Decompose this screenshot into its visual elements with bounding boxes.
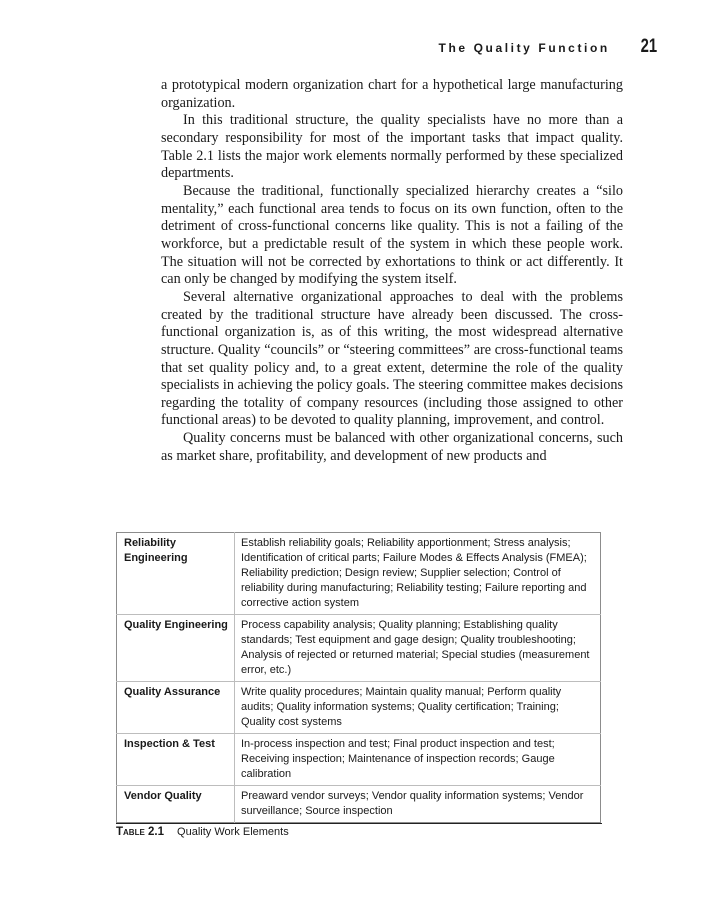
- work-elements-cell: Preaward vendor surveys; Vendor quality information systems; Vendor surveillance; Source inspection: [235, 786, 601, 823]
- table-row: [117, 786, 601, 823]
- department-cell: Inspection & Test: [117, 734, 235, 786]
- paragraph: Because the traditional, functionally specialized hierarchy creates a “silo mentality,” each functional area tends to focus on its own function, often to the detriment of cross-functional concerns like quality. This is not a failing of the workforce, but a predictable result of the system in which these people work. The situation will not be corrected by exhortations to think or act differently. It can only be changed by modifying the system itself.: [161, 182, 623, 288]
- running-head: [439, 36, 657, 56]
- table: [116, 532, 601, 823]
- table-row: [117, 682, 601, 734]
- table-row: [117, 533, 601, 615]
- work-elements-cell: In-process inspection and test; Final product inspection and test; Receiving inspection; Maintenance of inspection records; Gauge calibration: [235, 734, 601, 786]
- caption-rule: [116, 823, 602, 824]
- table-caption-label: Table 2.1: [116, 826, 164, 838]
- table-row: [117, 734, 601, 786]
- quality-work-elements-table: [116, 532, 601, 823]
- table-caption-text: Quality Work Elements: [177, 826, 289, 838]
- work-elements-cell: Process capability analysis; Quality planning; Establishing quality standards; Test equipment and gage design; Quality troubleshooting; Analysis of rejected or returned material; Special studies (measurement error, etc.): [235, 615, 601, 682]
- paragraph: Quality concerns must be balanced with other organizational concerns, such as market share, profitability, and development of new products and: [161, 430, 623, 464]
- work-elements-cell: Establish reliability goals; Reliability apportionment; Stress analysis; Identification of critical parts; Failure Modes & Effects Analysis (FMEA); Reliability prediction; Design review; Supplier selection; Control of reliability during manufacturing; Reliability testing; Failure reporting and corrective action system: [241, 537, 587, 609]
- department-cell: Quality Assurance: [117, 682, 235, 734]
- page-number: 21: [640, 36, 657, 57]
- body-text: [161, 77, 623, 465]
- work-elements-cell: Write quality procedures; Maintain quality manual; Perform quality audits; Quality information systems; Quality certification; Training; Quality cost systems: [235, 682, 601, 734]
- paragraph: Several alternative organizational approaches to deal with the problems created by the traditional structure have already been discussed. The cross-functional organization is, as of this writing, the most widespread alternative structure. Quality “councils” or “steering committees” are cross-functional teams that set quality policy and, to a great extent, determine the role of the quality specialists in achieving the policy goals. The steering committee makes decisions regarding the totality of company resources (including those assigned to other functional areas) to be devoted to quality planning, improvement, and control.: [161, 288, 623, 429]
- department-cell: Vendor Quality: [117, 786, 235, 823]
- paragraph: In this traditional structure, the quality specialists have no more than a secondary responsibility for most of the important tasks that impact quality. Table 2.1 lists the major work elements normally performed by these specialized departments.: [161, 112, 623, 182]
- table-caption: [116, 825, 289, 840]
- department-cell: Quality Engineering: [117, 615, 235, 682]
- paragraph-continued: a prototypical modern organization chart for a hypothetical large manufacturing organization.: [161, 77, 623, 111]
- running-head-title: The Quality Function: [438, 41, 610, 55]
- table-row: [117, 615, 601, 682]
- department-cell: Reliability Engineering: [117, 533, 235, 615]
